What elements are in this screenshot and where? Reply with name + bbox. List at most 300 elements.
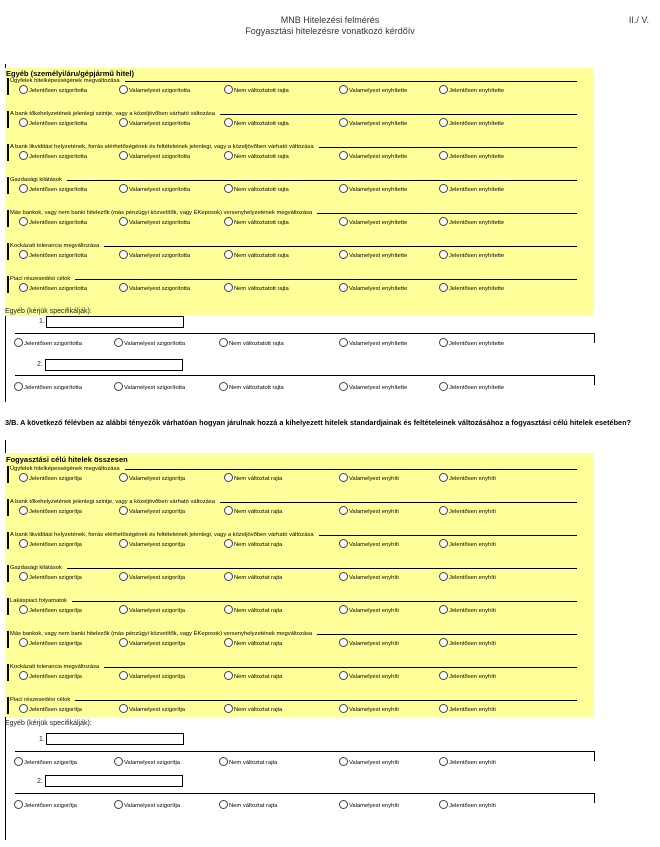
radio-button-icon[interactable] [19, 638, 28, 647]
question-row [7, 111, 595, 143]
radio-button-icon[interactable] [339, 118, 348, 127]
question-rule [317, 634, 577, 635]
radio-button-icon[interactable] [14, 338, 23, 347]
other-answer-option[interactable] [114, 382, 185, 391]
answer-option[interactable] [224, 85, 289, 94]
other-answer-option[interactable] [114, 800, 180, 809]
radio-button-icon[interactable] [224, 250, 233, 259]
answer-option[interactable] [339, 473, 399, 482]
section2-other2-line [15, 793, 595, 794]
other-answer-option[interactable] [14, 757, 77, 766]
question-rule [104, 667, 577, 668]
radio-button-icon[interactable] [439, 605, 448, 614]
other-answer-option[interactable] [219, 338, 284, 347]
page-number: II./ V. [628, 15, 649, 25]
radio-button-icon[interactable] [224, 506, 233, 515]
other-answer-option[interactable] [439, 757, 496, 766]
radio-button-icon[interactable] [119, 85, 128, 94]
radio-button-icon[interactable] [219, 338, 228, 347]
radio-button-icon[interactable] [19, 250, 28, 259]
answer-option[interactable] [19, 704, 82, 713]
question-rule [317, 213, 577, 214]
other-answer-option[interactable] [439, 338, 504, 347]
option-label: Valamelyest enyhíti [349, 509, 399, 515]
radio-button-icon[interactable] [339, 539, 348, 548]
answer-option[interactable] [339, 572, 399, 581]
answer-option[interactable] [119, 151, 190, 160]
option-label: Valamelyest enyhíti [349, 476, 399, 482]
radio-button-icon[interactable] [119, 184, 128, 193]
other-answer-option[interactable] [339, 757, 399, 766]
answer-option[interactable] [439, 704, 496, 713]
radio-button-icon[interactable] [19, 118, 28, 127]
answer-option[interactable] [119, 605, 185, 614]
answer-option[interactable] [19, 85, 87, 94]
option-label: Valamelyest szigorította [129, 88, 191, 94]
option-label: Nem változtatott rajta [234, 88, 289, 94]
radio-button-icon[interactable] [224, 539, 233, 548]
section2-other-num2: 2. [37, 778, 43, 785]
survey-subtitle: Fogyasztási hitelezésre vonatkozó kérdőív [245, 26, 415, 36]
option-label: Nem változtatott rajta [234, 253, 289, 259]
answer-option[interactable] [224, 250, 289, 259]
question-label: Gazdasági kilátások [10, 565, 62, 571]
option-label: Valamelyest enyhítette [349, 385, 408, 391]
option-label: Jelentősen szigorítja [29, 641, 82, 647]
radio-button-icon[interactable] [439, 704, 448, 713]
option-label: Valamelyest szigorította [129, 121, 191, 127]
radio-button-icon[interactable] [339, 151, 348, 160]
answer-option[interactable] [19, 473, 82, 482]
answer-option[interactable] [119, 118, 190, 127]
radio-button-icon[interactable] [219, 757, 228, 766]
other-answer-option[interactable] [339, 382, 407, 391]
radio-button-icon[interactable] [119, 671, 128, 680]
question-row [7, 631, 595, 663]
radio-button-icon[interactable] [224, 151, 233, 160]
radio-button-icon[interactable] [119, 151, 128, 160]
option-label: Valamelyest szigorítja [124, 760, 180, 766]
section1-title: Egyéb (személyi/áru/gépjármű hitel) [6, 69, 134, 78]
radio-button-icon[interactable] [119, 539, 128, 548]
radio-button-icon[interactable] [19, 704, 28, 713]
radio-button-icon[interactable] [339, 572, 348, 581]
radio-button-icon[interactable] [339, 250, 348, 259]
radio-button-icon[interactable] [339, 757, 348, 766]
option-label: Jelentősen enyhíti [449, 707, 496, 713]
answer-option[interactable] [439, 539, 496, 548]
answer-option[interactable] [119, 250, 190, 259]
radio-button-icon[interactable] [119, 250, 128, 259]
answer-option[interactable] [119, 473, 185, 482]
radio-button-icon[interactable] [119, 473, 128, 482]
question-options [9, 704, 569, 716]
radio-button-icon[interactable] [19, 539, 28, 548]
section1-other-num2: 2. [37, 361, 43, 368]
answer-option[interactable] [119, 283, 190, 292]
other-answer-option[interactable] [114, 757, 180, 766]
question-label: A bank tőkehelyzetének jelenlegi szintje, vagy a közeljövőben várható változása [10, 499, 215, 505]
answer-option[interactable] [339, 671, 399, 680]
section1-other2-tick [594, 375, 595, 385]
answer-option[interactable] [19, 151, 87, 160]
answer-option[interactable] [224, 184, 289, 193]
option-label: Valamelyest szigorítja [129, 575, 185, 581]
other-answer-option[interactable] [219, 800, 277, 809]
answer-option[interactable] [439, 151, 504, 160]
option-label: Jelentősen szigorítja [29, 476, 82, 482]
answer-option[interactable] [19, 572, 82, 581]
section2-other-input-1[interactable] [46, 733, 184, 745]
answer-option[interactable] [119, 638, 185, 647]
question-options [9, 473, 569, 485]
radio-button-icon[interactable] [339, 283, 348, 292]
radio-button-icon[interactable] [224, 473, 233, 482]
answer-option[interactable] [439, 283, 504, 292]
radio-button-icon[interactable] [439, 757, 448, 766]
answer-option[interactable] [339, 605, 399, 614]
option-label: Valamelyest enyhíti [349, 542, 399, 548]
question-label: Kockázati tolerancia megváltozása [10, 243, 100, 249]
radio-button-icon[interactable] [19, 217, 28, 226]
radio-button-icon[interactable] [119, 572, 128, 581]
option-label: Jelentősen enyhítette [449, 253, 505, 259]
question-label: Más bankok, vagy nem banki hitelezők (más pénzügyi közvetítők, vagy ÉKeposok) versenyhelyzetének megváltozása [10, 631, 313, 637]
radio-button-icon[interactable] [224, 671, 233, 680]
radio-button-icon[interactable] [14, 382, 23, 391]
radio-button-icon[interactable] [224, 572, 233, 581]
answer-option[interactable] [19, 539, 82, 548]
option-label: Jelentősen szigorítja [24, 803, 77, 809]
document-header [0, 15, 660, 37]
answer-option[interactable] [224, 473, 282, 482]
option-label: Valamelyest enyhítette [349, 88, 408, 94]
option-label: Valamelyest szigorítja [129, 476, 185, 482]
radio-button-icon[interactable] [119, 638, 128, 647]
radio-button-icon[interactable] [219, 382, 228, 391]
option-label: Valamelyest szigorította [129, 253, 191, 259]
radio-button-icon[interactable] [224, 704, 233, 713]
other-answer-option[interactable] [14, 800, 77, 809]
option-label: Valamelyest enyhítette [349, 286, 408, 292]
question-label: A bank likviditási helyzetének, forrás elérhetőségének és feltételeinek jelenlegi, vagy a közeljövőben várható változása [10, 532, 314, 538]
radio-button-icon[interactable] [439, 671, 448, 680]
radio-button-icon[interactable] [439, 572, 448, 581]
answer-option[interactable] [339, 118, 407, 127]
option-label: Nem változtatott rajta [234, 286, 289, 292]
section1-other-num1: 1. [39, 318, 45, 325]
radio-button-icon[interactable] [114, 757, 123, 766]
answer-option[interactable] [224, 506, 282, 515]
other-answer-option[interactable] [339, 800, 399, 809]
other-answer-option[interactable] [219, 382, 284, 391]
radio-button-icon[interactable] [339, 671, 348, 680]
survey-title: MNB Hitelezési felmérés [280, 15, 380, 25]
section2-title: Fogyasztási célú hitelek összesen [6, 455, 128, 464]
radio-button-icon[interactable] [439, 184, 448, 193]
question-options [9, 638, 569, 650]
section2-other-input-2[interactable] [45, 775, 183, 787]
question-options [9, 671, 569, 683]
option-label: Jelentősen enyhíti [449, 509, 496, 515]
answer-option[interactable] [224, 283, 289, 292]
answer-option[interactable] [339, 539, 399, 548]
question-options [9, 151, 569, 163]
option-label: Valamelyest enyhítette [349, 341, 408, 347]
question-rule [319, 535, 577, 536]
radio-button-icon[interactable] [19, 506, 28, 515]
answer-option[interactable] [439, 638, 496, 647]
option-label: Jelentősen szigorítja [29, 575, 82, 581]
radio-button-icon[interactable] [439, 638, 448, 647]
radio-button-icon[interactable] [19, 473, 28, 482]
answer-option[interactable] [119, 184, 190, 193]
answer-option[interactable] [19, 184, 87, 193]
radio-button-icon[interactable] [339, 217, 348, 226]
question-options [9, 572, 569, 584]
option-label: Valamelyest szigorítja [129, 707, 185, 713]
radio-button-icon[interactable] [224, 283, 233, 292]
question-options [9, 118, 569, 130]
radio-button-icon[interactable] [339, 605, 348, 614]
radio-button-icon[interactable] [439, 506, 448, 515]
answer-option[interactable] [19, 118, 87, 127]
option-label: Valamelyest szigorította [124, 385, 186, 391]
option-label: Nem változtat rajta [229, 803, 278, 809]
radio-button-icon[interactable] [439, 250, 448, 259]
section1-other2-options [14, 382, 574, 394]
answer-option[interactable] [224, 217, 289, 226]
radio-button-icon[interactable] [439, 382, 448, 391]
answer-option[interactable] [19, 671, 82, 680]
option-label: Nem változtat rajta [234, 674, 283, 680]
answer-option[interactable] [19, 217, 87, 226]
radio-button-icon[interactable] [119, 704, 128, 713]
answer-option[interactable] [224, 572, 282, 581]
section1-other1-options [14, 338, 574, 350]
radio-button-icon[interactable] [19, 605, 28, 614]
option-label: Valamelyest szigorította [129, 154, 191, 160]
option-label: Jelentősen szigorította [29, 187, 88, 193]
radio-button-icon[interactable] [114, 338, 123, 347]
question-options [9, 605, 569, 617]
answer-option[interactable] [339, 85, 407, 94]
option-label: Nem változtatott rajta [234, 121, 289, 127]
section2-other-num1: 1. [39, 736, 45, 743]
radio-button-icon[interactable] [339, 338, 348, 347]
answer-option[interactable] [19, 250, 87, 259]
radio-button-icon[interactable] [19, 184, 28, 193]
question-label: Ügyfelek hitelképességének megváltozása [10, 466, 120, 472]
question-options [9, 539, 569, 551]
question-label: Lakáspiaci folyamatok [10, 598, 68, 604]
question-label: Ügyfelek hitelképességének megváltozása [10, 78, 120, 84]
radio-button-icon[interactable] [439, 539, 448, 548]
answer-option[interactable] [439, 473, 496, 482]
radio-button-icon[interactable] [439, 338, 448, 347]
answer-option[interactable] [224, 539, 282, 548]
answer-option[interactable] [439, 671, 496, 680]
option-label: Valamelyest enyhítette [349, 154, 408, 160]
question-row [7, 243, 595, 275]
radio-button-icon[interactable] [339, 85, 348, 94]
option-label: Valamelyest enyhíti [349, 674, 399, 680]
option-label: Jelentősen szigorítja [29, 674, 82, 680]
answer-option[interactable] [439, 217, 504, 226]
answer-option[interactable] [339, 217, 407, 226]
answer-option[interactable] [19, 638, 82, 647]
option-label: Jelentősen enyhíti [449, 674, 496, 680]
option-label: Valamelyest enyhítette [349, 187, 408, 193]
answer-option[interactable] [439, 184, 504, 193]
radio-button-icon[interactable] [19, 671, 28, 680]
radio-button-icon[interactable] [19, 283, 28, 292]
radio-button-icon[interactable] [114, 382, 123, 391]
answer-option[interactable] [19, 605, 82, 614]
radio-button-icon[interactable] [339, 382, 348, 391]
answer-option[interactable] [439, 250, 504, 259]
other-answer-option[interactable] [14, 338, 82, 347]
radio-button-icon[interactable] [224, 85, 233, 94]
answer-option[interactable] [439, 572, 496, 581]
radio-button-icon[interactable] [439, 151, 448, 160]
radio-button-icon[interactable] [14, 757, 23, 766]
answer-option[interactable] [119, 85, 190, 94]
radio-button-icon[interactable] [339, 704, 348, 713]
question-options [9, 506, 569, 518]
option-label: Valamelyest enyhíti [349, 641, 399, 647]
radio-button-icon[interactable] [439, 217, 448, 226]
option-label: Valamelyest enyhítette [349, 253, 408, 259]
other-answer-option[interactable] [439, 800, 496, 809]
answer-option[interactable] [339, 151, 407, 160]
answer-option[interactable] [339, 184, 407, 193]
answer-option[interactable] [439, 85, 504, 94]
answer-option[interactable] [119, 671, 185, 680]
section1-other-input-1[interactable] [46, 316, 184, 328]
answer-option[interactable] [224, 151, 289, 160]
question-options [9, 250, 569, 262]
radio-button-icon[interactable] [339, 506, 348, 515]
other-answer-option[interactable] [439, 382, 504, 391]
option-label: Valamelyest enyhíti [349, 575, 399, 581]
answer-option[interactable] [224, 671, 282, 680]
other-answer-option[interactable] [14, 382, 82, 391]
option-label: Valamelyest enyhítette [349, 220, 408, 226]
section2-other1-line [15, 751, 595, 752]
other-answer-option[interactable] [219, 757, 277, 766]
option-label: Jelentősen enyhíti [449, 760, 496, 766]
answer-option[interactable] [119, 506, 185, 515]
answer-option[interactable] [19, 506, 82, 515]
radio-button-icon[interactable] [114, 800, 123, 809]
question-label: Kockázati tolerancia megváltozása [10, 664, 100, 670]
radio-button-icon[interactable] [224, 217, 233, 226]
option-label: Jelentősen szigorította [29, 253, 88, 259]
answer-option[interactable] [339, 638, 399, 647]
answer-option[interactable] [339, 250, 407, 259]
answer-option[interactable] [224, 118, 289, 127]
question-label: Piaci részesedési célok [10, 276, 71, 282]
radio-button-icon[interactable] [224, 638, 233, 647]
question-rule [75, 700, 577, 701]
answer-option[interactable] [119, 572, 185, 581]
answer-option[interactable] [224, 638, 282, 647]
option-label: Nem változtatott rajta [229, 341, 284, 347]
radio-button-icon[interactable] [439, 85, 448, 94]
option-label: Jelentősen enyhítette [449, 88, 505, 94]
radio-button-icon[interactable] [19, 572, 28, 581]
question-options [9, 283, 569, 295]
option-label: Nem változtat rajta [234, 641, 283, 647]
radio-button-icon[interactable] [439, 473, 448, 482]
radio-button-icon[interactable] [119, 605, 128, 614]
section1-other-label: Egyéb (kérjük specifikálják): [5, 308, 92, 315]
option-label: Valamelyest szigorította [129, 187, 191, 193]
option-label: Valamelyest enyhíti [349, 707, 399, 713]
question-options [9, 217, 569, 229]
radio-button-icon[interactable] [339, 638, 348, 647]
answer-option[interactable] [19, 283, 87, 292]
option-label: Jelentősen szigorította [29, 121, 88, 127]
radio-button-icon[interactable] [439, 283, 448, 292]
question-rule [67, 568, 577, 569]
section1-other-input-2[interactable] [45, 359, 183, 371]
option-label: Jelentősen enyhítette [449, 154, 505, 160]
radio-button-icon[interactable] [339, 184, 348, 193]
answer-option[interactable] [339, 283, 407, 292]
radio-button-icon[interactable] [439, 800, 448, 809]
option-label: Nem változtatott rajta [229, 385, 284, 391]
answer-option[interactable] [439, 118, 504, 127]
radio-button-icon[interactable] [19, 85, 28, 94]
other-answer-option[interactable] [339, 338, 407, 347]
answer-option[interactable] [339, 704, 399, 713]
radio-button-icon[interactable] [224, 605, 233, 614]
answer-option[interactable] [119, 539, 185, 548]
answer-option[interactable] [224, 605, 282, 614]
other-answer-option[interactable] [114, 338, 185, 347]
option-label: Jelentősen enyhíti [449, 575, 496, 581]
question-options [9, 85, 569, 97]
answer-option[interactable] [439, 605, 496, 614]
radio-button-icon[interactable] [119, 217, 128, 226]
radio-button-icon[interactable] [14, 800, 23, 809]
radio-button-icon[interactable] [19, 151, 28, 160]
radio-button-icon[interactable] [224, 184, 233, 193]
option-label: Nem változtatott rajta [234, 220, 289, 226]
option-label: Jelentősen enyhítette [449, 220, 505, 226]
answer-option[interactable] [119, 217, 190, 226]
question-row [7, 177, 595, 209]
radio-button-icon[interactable] [119, 506, 128, 515]
radio-button-icon[interactable] [119, 283, 128, 292]
option-label: Nem változtat rajta [234, 476, 283, 482]
option-label: Jelentősen szigorította [29, 88, 88, 94]
answer-option[interactable] [119, 704, 185, 713]
option-label: Nem változtat rajta [234, 575, 283, 581]
radio-button-icon[interactable] [219, 800, 228, 809]
radio-button-icon[interactable] [339, 473, 348, 482]
answer-option[interactable] [224, 704, 282, 713]
radio-button-icon[interactable] [339, 800, 348, 809]
radio-button-icon[interactable] [119, 118, 128, 127]
radio-button-icon[interactable] [224, 118, 233, 127]
option-label: Jelentősen szigorítja [29, 707, 82, 713]
answer-option[interactable] [339, 506, 399, 515]
radio-button-icon[interactable] [439, 118, 448, 127]
answer-option[interactable] [439, 506, 496, 515]
